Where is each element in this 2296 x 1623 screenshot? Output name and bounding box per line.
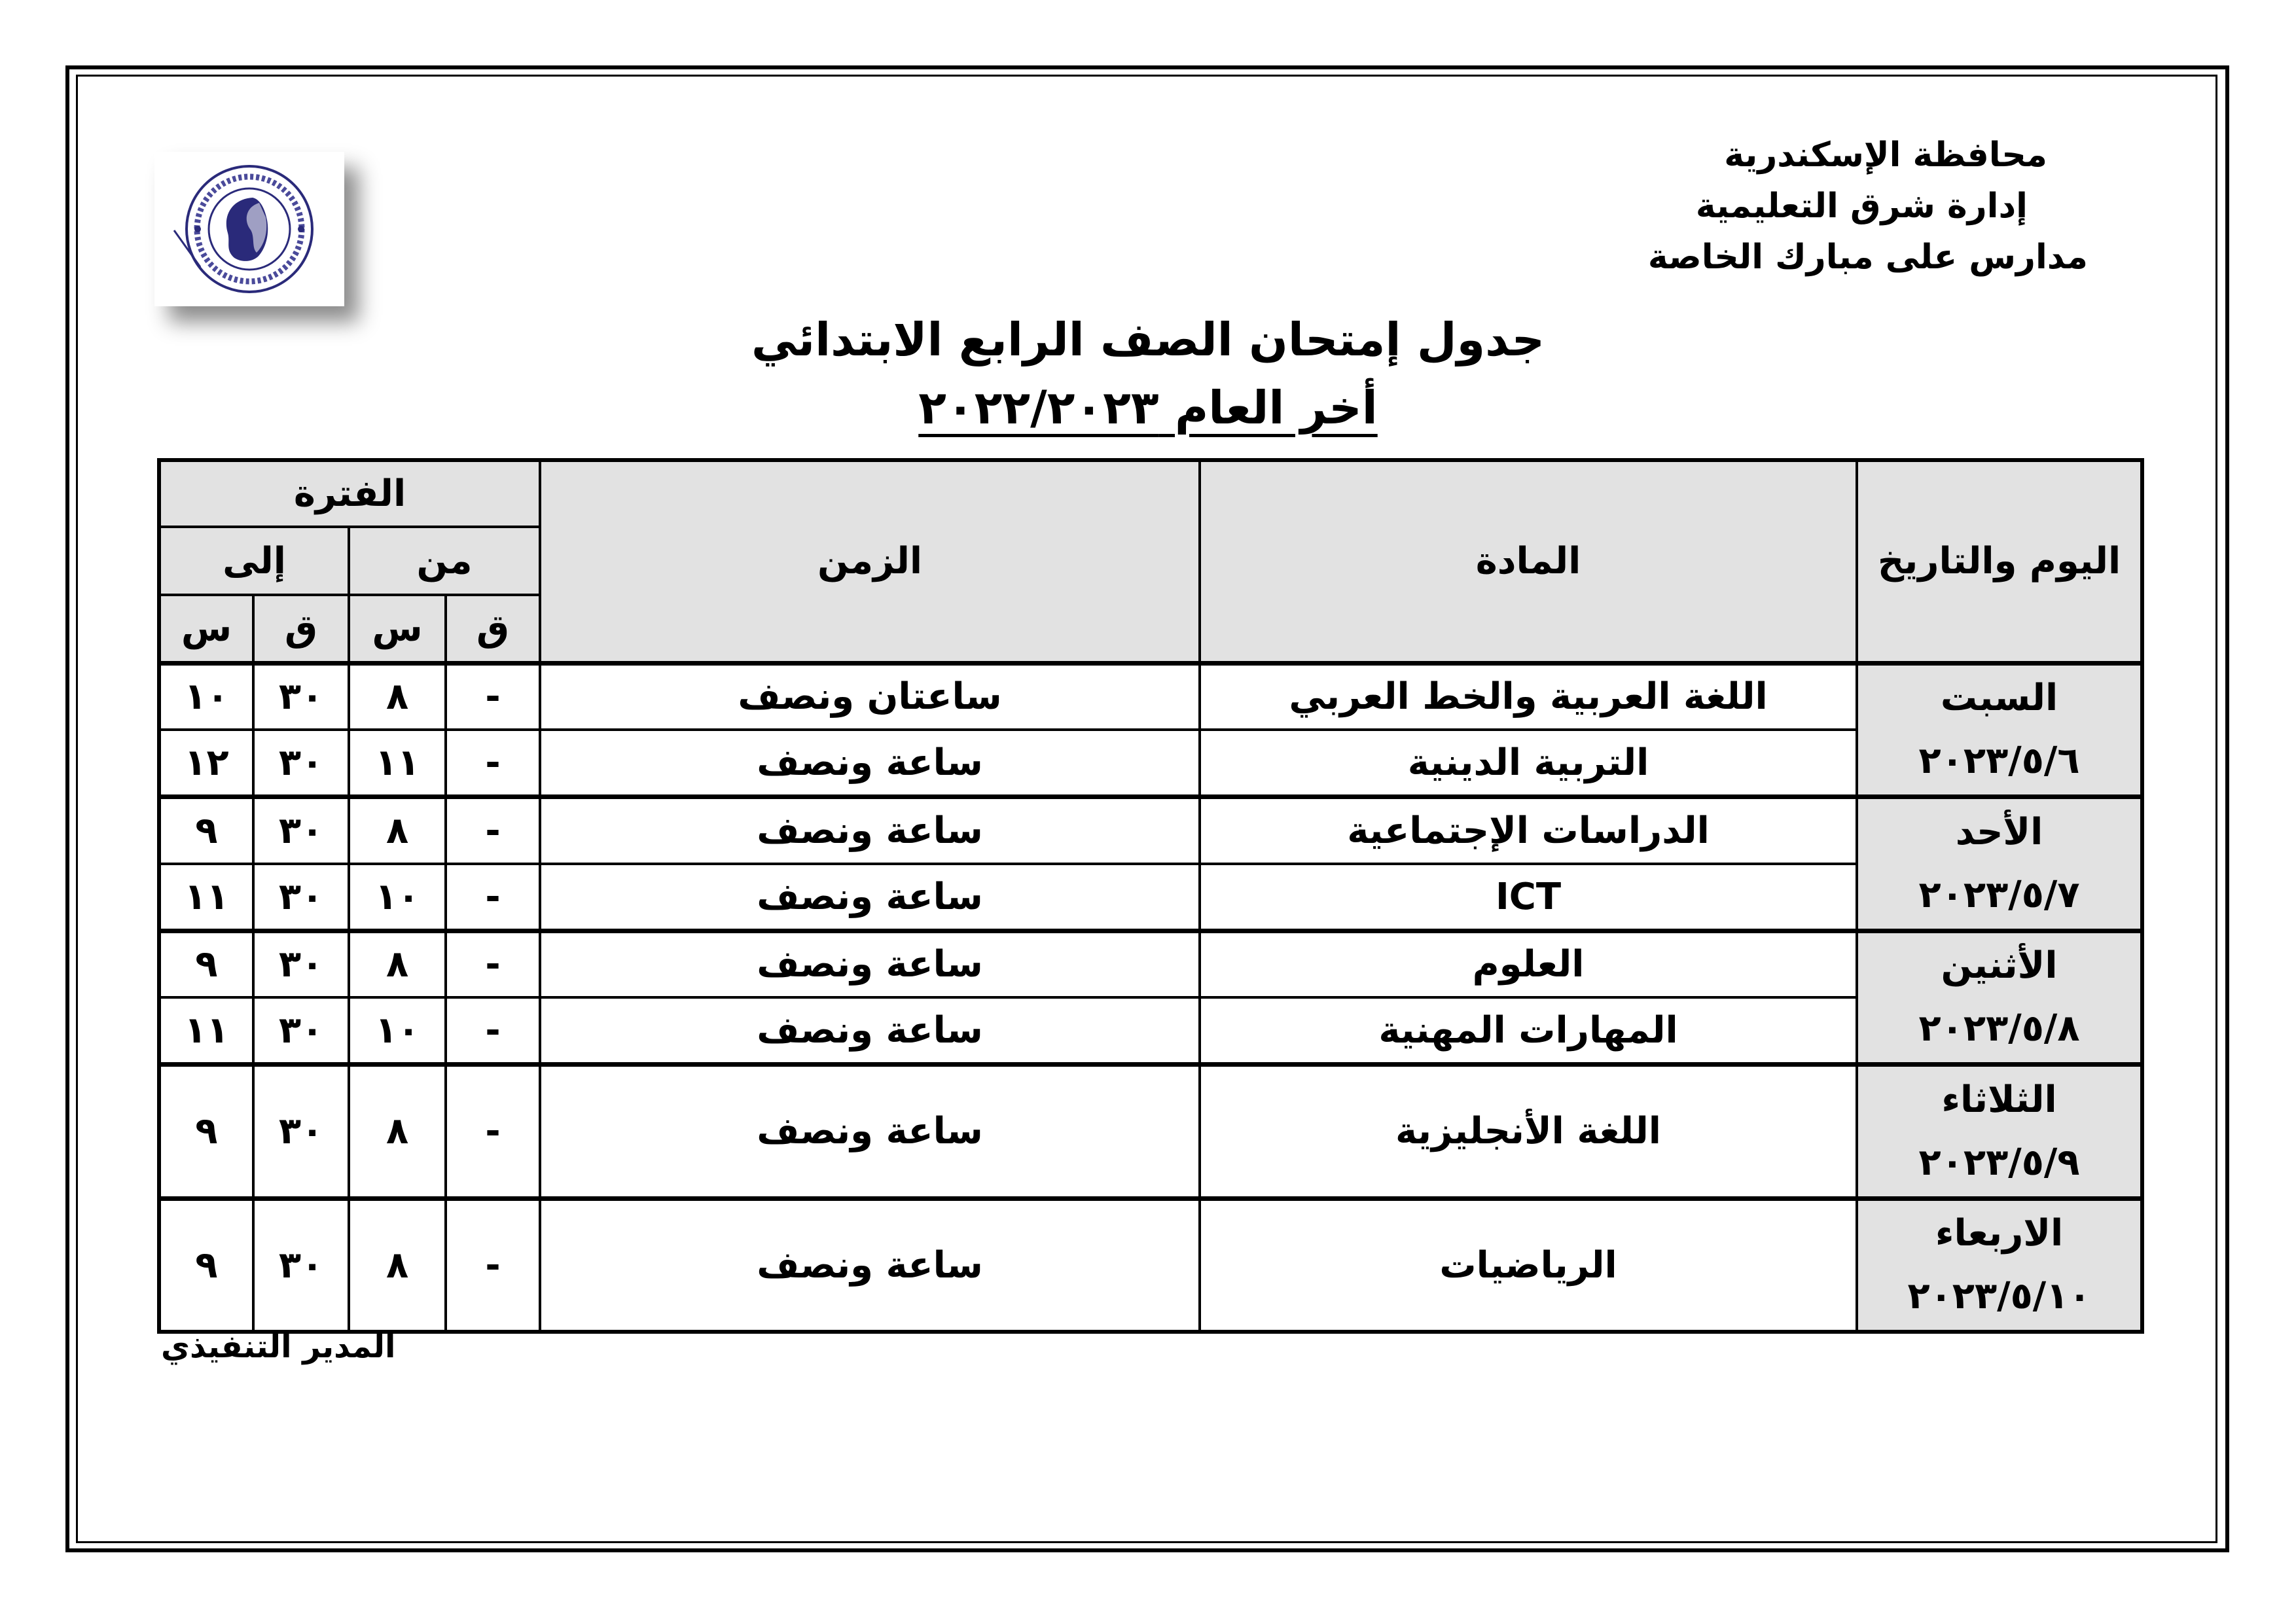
header-period: الفترة — [159, 460, 540, 527]
from-minute-cell: - — [446, 663, 540, 730]
header-to-minute: ق — [253, 595, 349, 663]
to-minute-cell: ٣٠ — [253, 864, 349, 931]
duration-cell: ساعة ونصف — [540, 931, 1200, 997]
to-hour-cell: ٩ — [159, 797, 253, 864]
day-date-cell — [1857, 663, 2142, 797]
seal-icon — [154, 152, 344, 306]
to-hour-cell: ٩ — [159, 931, 253, 997]
duration-cell: ساعة ونصف — [540, 730, 1200, 796]
from-hour-cell: ٨ — [349, 931, 446, 997]
administration-label: إدارة شرق التعليمية — [1695, 187, 2028, 226]
from-minute-cell: - — [446, 1065, 540, 1199]
academic-year-title — [0, 381, 2296, 435]
day-date-cell — [1857, 797, 2142, 931]
from-hour-cell: ٨ — [349, 663, 446, 730]
duration-cell: ساعة ونصف — [540, 864, 1200, 931]
subject-cell: الدراسات الإجتماعية — [1200, 797, 1857, 864]
letterhead — [1647, 130, 2088, 283]
day-date-cell — [1857, 1198, 2142, 1332]
header-day-date: اليوم والتاريخ — [1857, 460, 2142, 663]
from-hour-cell: ٨ — [349, 797, 446, 864]
table-row — [159, 931, 2142, 997]
table-row — [159, 864, 2142, 931]
duration-cell: ساعتان ونصف — [540, 663, 1200, 730]
exam-date: ٢٠٢٣/٥/٩ — [1918, 1141, 2080, 1184]
to-minute-cell: ٣٠ — [253, 997, 349, 1064]
header-to: إلى — [159, 527, 349, 595]
header-subject: المادة — [1200, 460, 1857, 663]
from-minute-cell: - — [446, 931, 540, 997]
day-name: الأثنين — [1941, 944, 2058, 988]
exam-date: ٢٠٢٣/٥/٧ — [1918, 873, 2080, 916]
to-minute-cell: ٣٠ — [253, 931, 349, 997]
day-date-cell — [1857, 931, 2142, 1065]
table-row — [159, 1198, 2142, 1332]
from-minute-cell: - — [446, 864, 540, 931]
from-hour-cell: ١١ — [349, 730, 446, 796]
subject-cell: التربية الدينية — [1200, 730, 1857, 796]
table-row — [159, 1065, 2142, 1199]
school-label: مدارس على مبارك الخاصة — [1647, 238, 2088, 277]
day-name: الاربعاء — [1935, 1212, 2064, 1255]
day-date-cell — [1857, 1065, 2142, 1199]
day-name: السبت — [1940, 677, 2058, 720]
from-hour-cell: ١٠ — [349, 864, 446, 931]
table-row — [159, 997, 2142, 1064]
day-name: الأحد — [1955, 810, 2043, 853]
to-minute-cell: ٣٠ — [253, 663, 349, 730]
table-row — [159, 663, 2142, 730]
to-minute-cell: ٣٠ — [253, 1198, 349, 1332]
header-to-hour: س — [159, 595, 253, 663]
to-hour-cell: ١٢ — [159, 730, 253, 796]
to-hour-cell: ٩ — [159, 1198, 253, 1332]
to-hour-cell: ٩ — [159, 1065, 253, 1199]
subject-cell: المهارات المهنية — [1200, 997, 1857, 1064]
to-hour-cell: ١٠ — [159, 663, 253, 730]
subject-cell: الرياضيات — [1200, 1198, 1857, 1332]
header-duration: الزمن — [540, 460, 1200, 663]
header-from-minute: ق — [446, 595, 540, 663]
from-minute-cell: - — [446, 730, 540, 796]
academic-year-text: أخر العام ٢٠٢٢/٢٠٢٣ — [918, 381, 1378, 435]
to-minute-cell: ٣٠ — [253, 730, 349, 796]
table-row — [159, 797, 2142, 864]
header-from-hour: س — [349, 595, 446, 663]
table-row — [159, 730, 2142, 796]
exam-date: ٢٠٢٣/٥/٨ — [1918, 1007, 2080, 1050]
day-name: الثلاثاء — [1941, 1078, 2057, 1121]
from-minute-cell: - — [446, 1198, 540, 1332]
exam-table-body — [159, 663, 2142, 1332]
document-title: جدول إمتحان الصف الرابع الابتدائي — [751, 313, 1545, 366]
from-hour-cell: ١٠ — [349, 997, 446, 1064]
governorate-label: محافظة الإسكندرية — [1724, 135, 2047, 175]
subject-cell: العلوم — [1200, 931, 1857, 997]
duration-cell: ساعة ونصف — [540, 1065, 1200, 1199]
to-hour-cell: ١١ — [159, 864, 253, 931]
duration-cell: ساعة ونصف — [540, 997, 1200, 1064]
subject-cell: اللغة العربية والخط العربي — [1200, 663, 1857, 730]
subject-cell: ICT — [1200, 864, 1857, 931]
executive-director-signature: المدير التنفيذي — [161, 1329, 396, 1365]
from-hour-cell: ٨ — [349, 1065, 446, 1199]
exam-schedule-table — [157, 458, 2144, 1334]
from-minute-cell: - — [446, 797, 540, 864]
to-hour-cell: ١١ — [159, 997, 253, 1064]
school-seal-logo — [154, 152, 344, 306]
from-minute-cell: - — [446, 997, 540, 1064]
to-minute-cell: ٣٠ — [253, 797, 349, 864]
subject-cell: اللغة الأنجليزية — [1200, 1065, 1857, 1199]
duration-cell: ساعة ونصف — [540, 797, 1200, 864]
duration-cell: ساعة ونصف — [540, 1198, 1200, 1332]
header-from: من — [349, 527, 540, 595]
exam-date: ٢٠٢٣/٥/٦ — [1918, 740, 2080, 783]
to-minute-cell: ٣٠ — [253, 1065, 349, 1199]
from-hour-cell: ٨ — [349, 1198, 446, 1332]
exam-date: ٢٠٢٣/٥/١٠ — [1907, 1275, 2091, 1318]
